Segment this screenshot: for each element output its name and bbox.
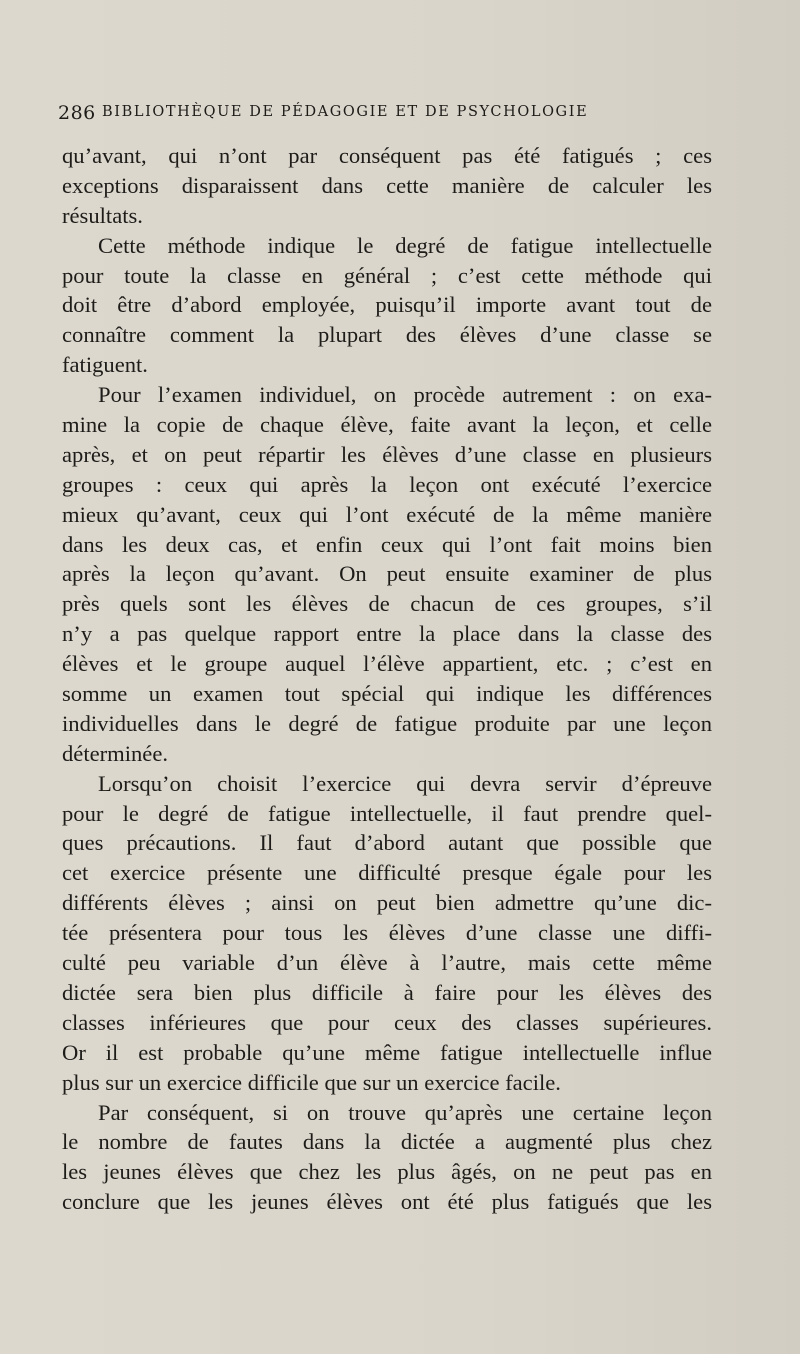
text-line: conclure que les jeunes élèves ont été plus fatigués que les <box>62 1189 712 1215</box>
page-number: 286 <box>58 102 96 124</box>
text-line: Or il est probable qu’une même fatigue intellectuelle influe <box>62 1039 712 1065</box>
text-line: différents élèves ; ainsi on peut bien admettre qu’une dic- <box>62 890 712 916</box>
text-line: le nombre de fautes dans la dictée a augmenté plus chez <box>62 1129 712 1155</box>
text-line: élèves et le groupe auquel l’élève appartient, etc. ; c’est en <box>62 651 712 677</box>
text-line: pour toute la classe en général ; c’est cette méthode qui <box>62 262 712 288</box>
text-line: qu’avant, qui n’ont par conséquent pas été fatigués ; ces <box>62 143 712 168</box>
text-line: classes inférieures que pour ceux des classes supérieures. <box>62 1009 712 1035</box>
text-line: résultats. <box>62 202 143 228</box>
text-line: cet exercice présente une difficulté presque égale pour les <box>62 860 712 886</box>
text-line: après la leçon qu’avant. On peut ensuite examiner de plus <box>62 561 712 587</box>
body-text <box>62 141 712 1217</box>
text-line: dictée sera bien plus difficile à faire pour les élèves des <box>62 979 712 1005</box>
text-line: dans les deux cas, et enfin ceux qui l’ont fait moins bien <box>62 531 712 557</box>
paragraph-start-line: Par conséquent, si on trouve qu’après une certaine leçon <box>98 1099 712 1125</box>
text-line: doit être d’abord employée, puisqu’il importe avant tout de <box>62 292 712 318</box>
text-line: après, et on peut répartir les élèves d’une classe en plusieurs <box>62 441 712 467</box>
running-title: BIBLIOTHÈQUE DE PÉDAGOGIE ET DE PSYCHOLOGIE <box>102 104 589 120</box>
text-line: groupes : ceux qui après la leçon ont exécuté l’exercice <box>62 471 712 497</box>
text-line: somme un examen tout spécial qui indique les différences <box>62 681 712 707</box>
paragraph-start-line: Cette méthode indique le degré de fatigue intellectuelle <box>98 232 712 258</box>
text-line: exceptions disparaissent dans cette manière de calculer les <box>62 172 712 198</box>
text-line: mine la copie de chaque élève, faite avant la leçon, et celle <box>62 412 712 438</box>
text-line: pour le degré de fatigue intellectuelle, il faut prendre quel- <box>62 800 712 826</box>
paragraph-start-line: Pour l’examen individuel, on procède autrement : on exa- <box>98 382 712 408</box>
text-line: individuelles dans le degré de fatigue produite par une leçon <box>62 710 712 736</box>
text-line: les jeunes élèves que chez les plus âgés, on ne peut pas en <box>62 1159 712 1185</box>
running-header <box>58 102 748 128</box>
text-line: déterminée. <box>62 740 169 766</box>
text-line: plus sur un exercice difficile que sur un exercice facile. <box>62 1069 561 1095</box>
text-line: n’y a pas quelque rapport entre la place dans la classe des <box>62 621 712 647</box>
text-line: ques précautions. Il faut d’abord autant que possible que <box>62 830 712 856</box>
text-line: connaître comment la plupart des élèves d’une classe se <box>62 322 712 348</box>
text-line: près quels sont les élèves de chacun de ces groupes, s’il <box>62 591 712 617</box>
text-line: tée présentera pour tous les élèves d’une classe une diffi- <box>62 920 712 946</box>
text-line: fatiguent. <box>62 352 148 378</box>
text-line: mieux qu’avant, ceux qui l’ont exécuté de la même manière <box>62 501 712 527</box>
paragraph-start-line: Lorsqu’on choisit l’exercice qui devra servir d’épreuve <box>98 770 712 796</box>
text-line: culté peu variable d’un élève à l’autre, mais cette même <box>62 950 712 976</box>
